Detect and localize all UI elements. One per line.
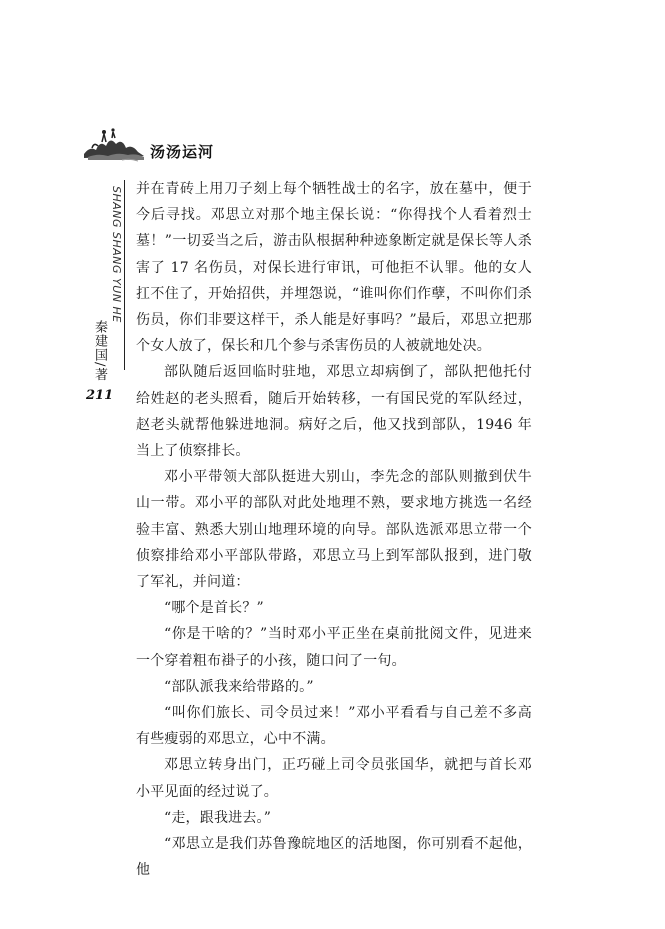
sidebar-author: 秦建国/著 bbox=[92, 320, 107, 382]
body-text bbox=[136, 176, 532, 883]
paragraph: 邓思立转身出门，正巧碰上司令员张国华，就把与首长邓小平见面的经过说了。 bbox=[136, 757, 532, 800]
paragraph: “叫你们旅长、司令员过来！”邓小平看看与自己差不多高有些瘦弱的邓思立，心中不满。 bbox=[136, 705, 532, 748]
paragraph: 部队随后返回临时驻地，邓思立却病倒了，部队把他托付给姓赵的老头照看，随后开始转移，一有国民党的军队经过，赵老头就帮他躲进地洞。病好之后，他又找到部队，1946 年当上了侦察排长。 bbox=[136, 364, 532, 460]
paragraph: “你是干啥的？”当时邓小平正坐在桌前批阅文件，见进来一个穿着粗布褂子的小孩，随口问了一句。 bbox=[136, 626, 532, 669]
paragraph: “哪个是首长？” bbox=[164, 600, 264, 617]
paragraph: “走，跟我进去。” bbox=[164, 809, 272, 826]
book-title: 汤汤运河 bbox=[150, 143, 215, 161]
page-number: 211 bbox=[86, 388, 114, 403]
paragraph: “邓思立是我们苏鲁豫皖地区的活地图，你可别看不起他，他 bbox=[136, 836, 532, 879]
paragraph: 邓小平带领大部队挺进大别山，李先念的部队则撤到伏牛山一带。邓小平的部队对此处地理不熟，要求地方挑选一名经验丰富、熟悉大别山地理环境的向导。部队选派邓思立带一个侦察排给邓小平部队带路，邓思立马上到军部队报到，进门敬了军礼，并问道： bbox=[136, 469, 532, 591]
paragraph: “部队派我来给带路的。” bbox=[164, 678, 314, 695]
sidebar-pinyin-title: SHANG SHANG YUN HE bbox=[110, 186, 123, 323]
paragraph: 并在青砖上用刀子刻上每个牺牲战士的名字，放在墓中，便于今后寻找。邓思立对那个地主保长说：“你得找个人看着烈士墓！”一切妥当之后，游击队根据种种迹象断定就是保长等人杀害了 17 名伤员，对保长进行审讯，可他拒不认罪。他的女人扛不住了，开始招供，并埋怨说，“谁叫你们作孽，不叫你们杀伤员，你们非要这样干，杀人能是好事吗？”最后，邓思立把那个女人放了，保长和几个参与杀害伤员的人被就地处决。 bbox=[136, 181, 532, 355]
ink-landscape-logo-icon bbox=[82, 124, 146, 164]
sidebar-divider bbox=[124, 180, 125, 370]
